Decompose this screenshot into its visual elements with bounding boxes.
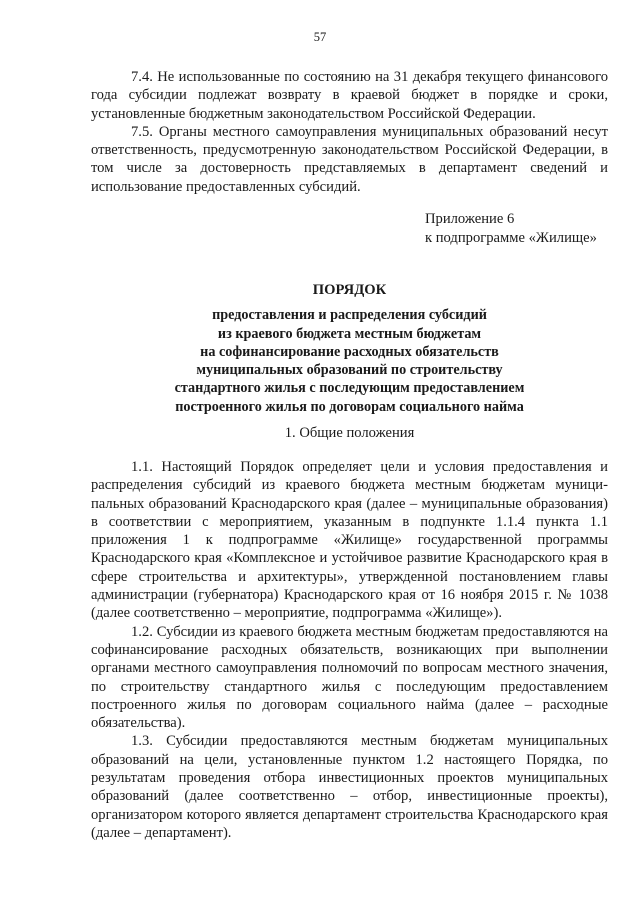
paragraph-7-4: 7.4. Не использованные по состоянию на 31 декабря текущего финансового года субсидии подлежат возврату в краевой бюджет в порядке и сроки, установленные бюджетным законодательством Российской Федерации. <box>91 69 608 122</box>
intro-section <box>91 68 608 196</box>
title-line: стандартного жилья с последующим предоставлением <box>174 380 525 397</box>
title-line: построенного жилья по договорам социального найма <box>175 398 524 415</box>
paragraph-1-2: 1.2. Субсидии из краевого бюджета местным бюджетам предоставляются на софинансирование расходных обязательств, возникающих при выполнении органами местного самоуправления полномочий по вопросам местного значения, по строительству стандартного жилья с последующим предоставлением построенного жилья по договорам социального найма (далее – расходные обязательства). <box>91 623 608 732</box>
title-line: на софинансирование расходных обязательств <box>200 343 499 360</box>
appendix-line-1: Приложение 6 <box>425 211 515 227</box>
paragraph-1-1: 1.1. Настоящий Порядок определяет цели и условия предоставления и распределения субсидий из краевого бюджета местным бюджетам муниципальных образований Краснодарского края (далее – муниципальные образования) в соответствии с мероприятием, указанным в подпункте 1.1.4 пункта 1.1 приложения 1 к подпрограмме «Жилище» государственной программы Краснодарского края «Комплексное и устойчивое развитие Краснодарского края в сфере строительства и архитектуры», утвержденной постановлением главы администрации (губернатора) Краснодарского края от 16 ноября 2015 г. № 1038 (далее соответственно – мероприятие, подпрограмма «Жилище»). <box>91 459 608 622</box>
section-heading: 1. Общие положения <box>284 425 415 441</box>
page-number: 57 <box>313 30 327 44</box>
body-section <box>91 458 608 842</box>
appendix-reference <box>425 210 625 247</box>
title-line: муниципальных образований по строительству <box>196 362 503 379</box>
document-title <box>91 281 608 416</box>
title-heading: ПОРЯДОК <box>312 282 387 298</box>
appendix-line-2: к подпрограмме «Жилище» <box>425 229 597 246</box>
paragraph-1-3: 1.3. Субсидии предоставляются местным бюджетам муниципальных образований на цели, установленные пунктом 1.2 настоящего Порядка, по результатам проведения отбора инвестиционных проектов муниципальных образований (далее соответственно – отбор, инвестиционные проекты), организатором которого является департамент строительства Краснодарского края (далее – департамент). <box>91 733 608 841</box>
title-line: из краевого бюджета местным бюджетам <box>217 325 482 342</box>
title-line: предоставления и распределения субсидий <box>212 307 487 324</box>
paragraph-7-5: 7.5. Органы местного самоуправления муниципальных образований несут ответственность, предусмотренную законодательством Российской Федерации, в том числе за достоверность представляемых в департамент сведений и использование предоставленных субсидий. <box>91 123 608 195</box>
